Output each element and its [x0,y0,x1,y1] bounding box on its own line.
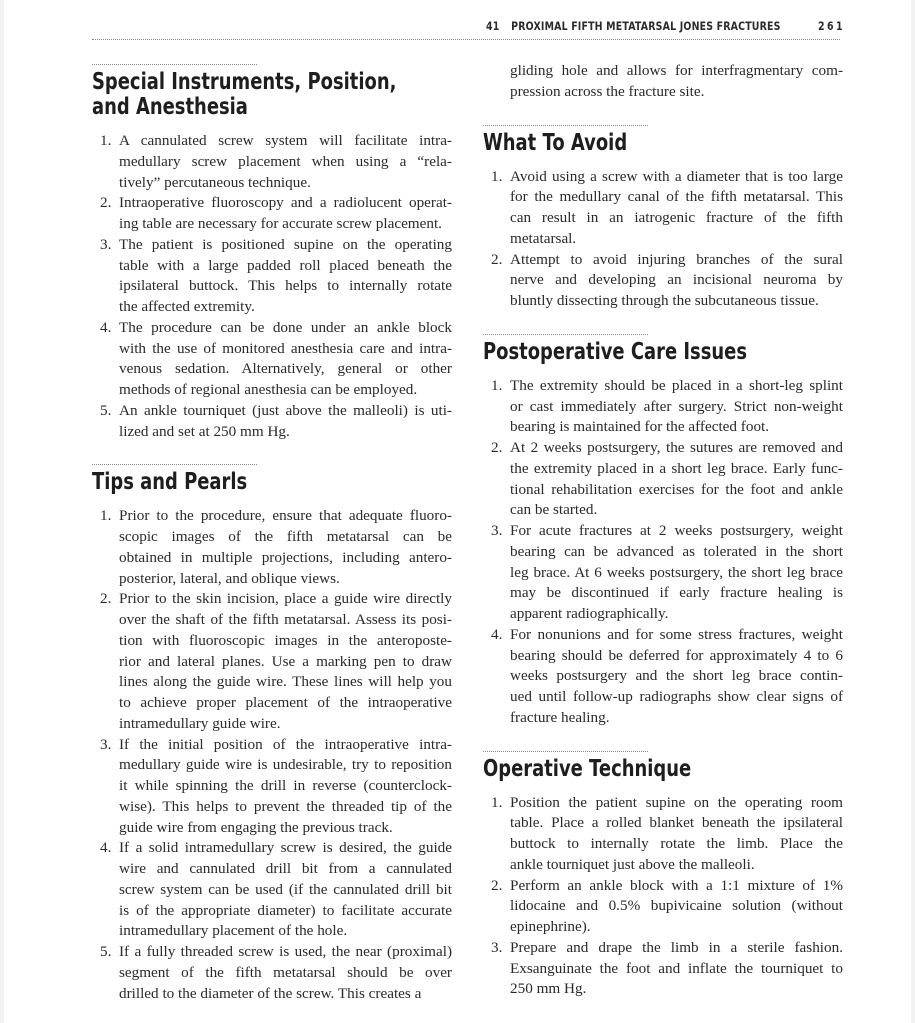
list-item [92,838,452,942]
text-line: 250 mm Hg. [510,980,587,998]
title-line-2: and Anesthesia [92,94,248,120]
text-line: An ankle tourniquet (just above the malleoli) is uti- [119,401,452,419]
chapter-number: 41 [486,19,500,33]
text-line: medullary guide wire is undesirable, try to reposition [119,756,452,774]
text-line: segment of the fifth metatarsal should be over [119,963,452,981]
text-line: guide wire from engaging the previous track. [119,818,393,836]
section-title: Operative Technique [483,755,692,782]
text-line: Prior to the skin incision, place a guide wire directly [119,590,452,608]
page-edge-right [911,0,915,1023]
text-line: for the medullary canal of the fifth metatarsal. This [510,188,843,206]
text-line: drilled to the diameter of the screw. This creates a [119,984,422,1002]
page-number: 261 [818,19,846,33]
text-line: tively” percutaneous technique. [119,173,311,191]
list-item [92,193,452,235]
text-line: ipsilateral buttock. This helps to internally rotate [119,277,452,295]
text-line: posterior, lateral, and oblique views. [119,569,340,587]
title-line-1: Special Instruments, Position, [92,69,397,95]
text-line: may be discontinued if early fracture healing is [510,584,843,602]
operative-technique-list [483,793,843,1001]
section-operative-technique [483,751,843,1001]
page-number-wrap [818,19,846,35]
text-line: bluntly dissecting through the subcutaneous tissue. [510,292,819,309]
text-line: bearing is maintained for the affected foot. [510,418,770,436]
list-item [92,735,452,839]
item-number: 4. [100,839,112,857]
text-line: table. Place a rolled blanket beneath the ipsilateral [510,814,843,832]
section-divider [483,334,648,335]
text-line: obtained in multiple projections, including antero- [119,548,452,566]
header-divider [92,39,840,40]
text-line: screw system can be used (if the cannulated drill bit [119,880,452,898]
text-line: ankle tourniquet just above the malleoli. [510,855,755,873]
item-number: 1. [491,376,503,394]
text-line: nerve and developing an incisional neuroma by [510,271,843,289]
text-line: The procedure can be done under an ankle block [119,318,452,336]
left-column [92,64,452,1004]
text-line: bearing should be deferred for approximately 4 to 6 [510,646,843,664]
item-number: 2. [100,194,112,212]
text-line: apparent radiographically. [510,605,669,622]
text-line: leg brace. At 6 weeks postsurgery, the short leg brace [510,563,843,581]
text-line: lized and set at 250 mm Hg. [119,422,290,440]
text-line: ing table are necessary for accurate screw placement. [119,215,442,232]
text-line: table with a large padded roll placed beneath the [119,256,452,274]
text-line: weeks postsurgery and the short leg brace contin- [510,667,843,685]
text-line: wise). This helps to prevent the threaded tip of the [119,797,452,815]
tips-and-pearls-list [92,506,452,1004]
running-head [486,19,781,35]
section-divider [483,125,648,126]
text-line: buttock to internally rotate the limb. Place the [510,835,843,852]
text-line: tional rehabilitation exercises for the foot and ankle [510,480,843,498]
text-line: For acute fractures at 2 weeks postsurgery, weight [510,522,843,539]
section-divider [92,64,257,65]
section-title [92,69,397,120]
item-number: 3. [100,735,112,753]
item-number: 4. [491,625,503,643]
item-number: 2. [100,590,112,608]
text-line: gliding hole and allows for interfragmentary com- [510,62,843,79]
text-line: fracture healing. [510,708,610,726]
text-line: If the initial position of the intraoperative intra- [119,735,452,753]
text-line: Attempt to avoid injuring branches of the sural [510,250,843,268]
postoperative-care-list [483,376,843,729]
section-divider [92,464,257,465]
text-line: Perform an ankle block with a 1:1 mixture of 1% [510,876,843,894]
text-line: Prepare and drape the limb in a sterile fashion. [510,938,843,956]
section-divider [483,751,648,752]
text-line: Exsanguinate the foot and inflate the tourniquet to [510,959,843,977]
list-item [483,250,843,312]
text-line: intramedullary guide wire. [119,714,281,732]
text-line: Position the patient supine on the operating room [510,793,843,811]
list-item [92,131,452,193]
section-title: Postoperative Care Issues [483,338,748,365]
text-line: bearing can be advanced as tolerated in the short [510,542,843,560]
chapter-title: PROXIMAL FIFTH METATARSAL JONES FRACTURES [511,19,781,33]
list-item [483,938,843,1000]
item-number: 3. [491,938,503,956]
text-line: For nonunions and for some stress fractures, weight [510,625,843,643]
text-line: The patient is positioned supine on the operating [119,235,452,253]
list-item [92,589,452,734]
text-line: wire and cannulated drill bit from a cannulated [119,860,452,877]
text-line: A cannulated screw system will facilitate intra- [119,132,452,149]
text-line: to achieve proper placement of the intraoperative [119,694,452,711]
text-line: ued until follow-up radiographs show clear signs of [510,688,843,705]
text-line: tion with fluoroscopic images in the anteroposte- [119,631,452,649]
text-line: the extremity placed in a short leg brace. Early func- [510,459,843,477]
text-line: If a solid intramedullary screw is desired, the guide [119,839,452,857]
text-line: can result in an iatrogenic fracture of the fifth [510,209,843,226]
section-special-instruments [92,64,452,442]
list-item [92,235,452,318]
item-number: 1. [100,507,112,525]
text-line: Avoid using a screw with a diameter that is too large [510,167,843,185]
text-line: over the shaft of the fifth metatarsal. Assess its posi- [119,611,452,628]
section-tips-and-pearls [92,464,452,1004]
section-postoperative-care [483,334,843,729]
item-number: 3. [100,235,112,253]
section-what-to-avoid [483,125,843,312]
text-line: medullary screw placement when using a “rela- [119,152,452,170]
text-line: scopic images of the fifth metatarsal can be [119,528,452,545]
item-number: 4. [100,318,112,336]
item-number: 5. [100,401,112,419]
item-number: 1. [100,132,112,149]
list-item [483,793,843,876]
text-line: the affected extremity. [119,298,255,315]
list-item [92,942,452,1004]
list-item [483,376,843,438]
text-line: can be started. [510,501,598,519]
text-line: The extremity should be placed in a short-leg splint [510,376,843,394]
text-line: lidocaine and 0.5% bupivicaine solution (without [510,897,843,915]
list-item [92,318,452,401]
text-line: methods of regional anesthesia can be employed. [119,381,418,398]
text-line: metatarsal. [510,229,577,247]
list-item [92,401,452,443]
text-line: or cast immediately after surgery. Strict non-weight [510,397,843,415]
text-line: At 2 weeks postsurgery, the sutures are removed and [510,439,843,456]
text-line: intramedullary placement of the hole. [119,922,348,940]
text-line: lines along the guide wire. These lines will help you [119,673,452,691]
section-title: What To Avoid [483,129,628,156]
text-line: is of the appropriate diameter) to facilitate accurate [119,901,452,919]
text-line: epinephrine). [510,918,591,935]
right-column [483,61,843,1000]
text-line: with the use of monitored anesthesia care and intra- [119,339,452,357]
list-item [483,167,843,250]
what-to-avoid-list [483,167,843,312]
section-title: Tips and Pearls [92,469,248,496]
text-line: Prior to the procedure, ensure that adequate fluoro- [119,507,452,525]
page-edge-left [0,0,4,1023]
item-number: 5. [100,943,112,960]
item-number: 2. [491,439,503,456]
text-line: Intraoperative fluoroscopy and a radiolucent operat- [119,194,452,212]
text-line: rior and lateral planes. Use a marking pen to draw [119,652,452,670]
list-item [483,521,843,625]
list-item [483,876,843,938]
list-item [483,625,843,729]
list-item [483,438,843,521]
text-line: it while spinning the drill in reverse (counterclock- [119,777,452,794]
special-instruments-list [92,131,452,442]
item-number: 2. [491,250,503,268]
text-line: venous sedation. Alternatively, general or other [119,360,452,378]
text-line: pression across the fracture site. [510,82,705,100]
continued-paragraph [483,61,843,103]
list-item [92,506,452,589]
item-number: 1. [491,793,503,811]
text-line: If a fully threaded screw is used, the near (proximal) [119,943,452,960]
item-number: 1. [491,167,503,185]
item-number: 2. [491,876,503,894]
item-number: 3. [491,522,503,539]
